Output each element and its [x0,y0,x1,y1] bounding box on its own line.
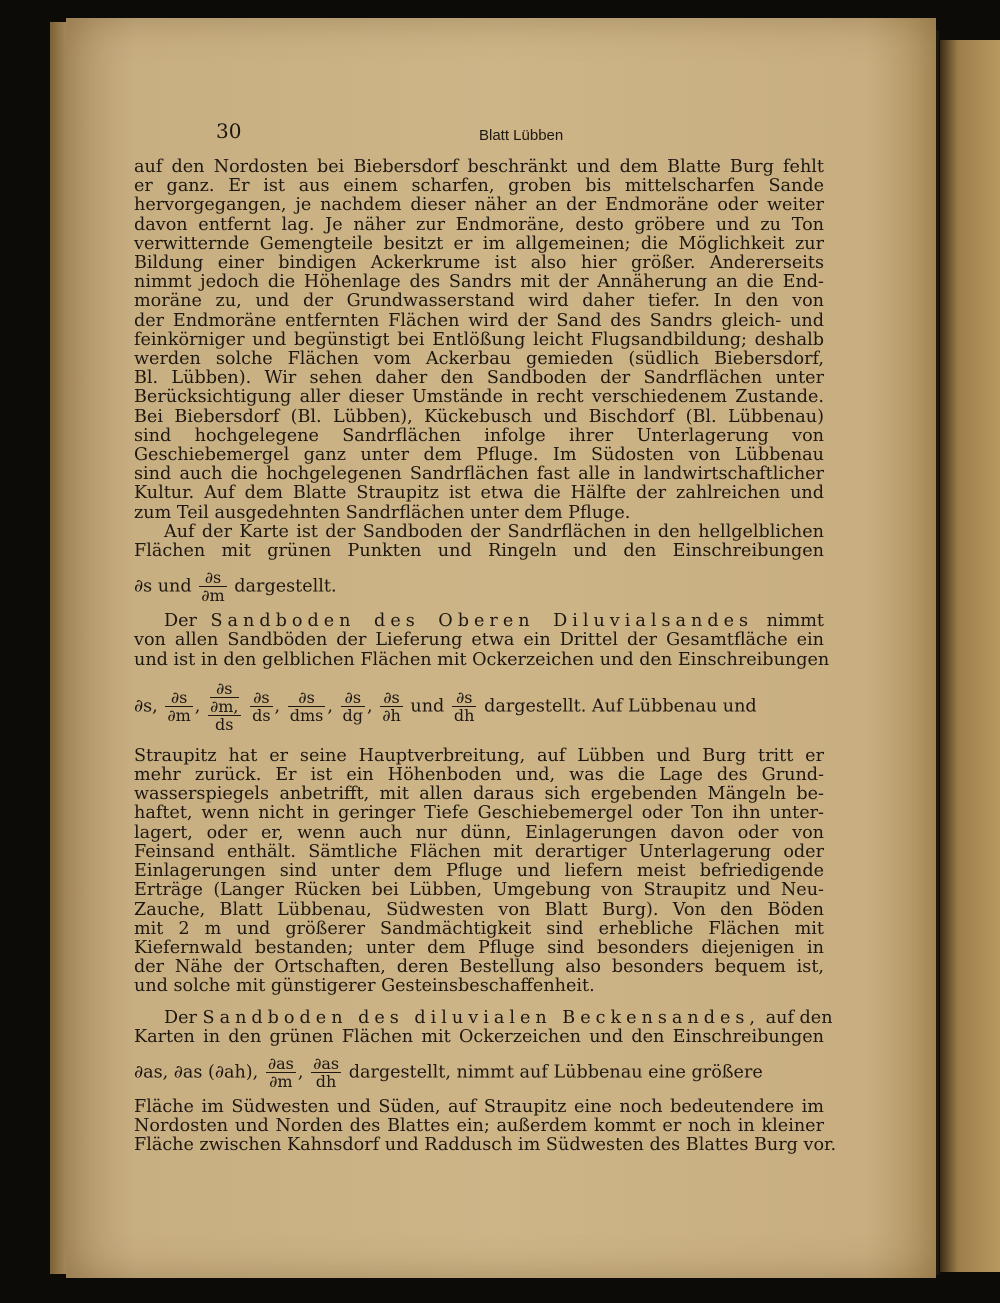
text-line: er ganz. Er ist aus einem scharfen, groben bis mittelscharfen Sande [134,176,824,197]
text-line: der Nähe der Ortschaften, deren Bestellung also besonders bequem ist, [134,957,824,978]
text-line: Fläche im Südwesten und Süden, auf Straupitz eine noch bedeutendere im [134,1096,824,1117]
text-line: Einlagerungen sind unter dem Pfluge und liefern meist befriedigende [134,861,824,882]
fraction-numerator: ∂s [380,689,403,707]
fraction-denominator: ds [215,714,234,734]
fraction-denominator: dms [289,705,324,725]
formula-lead: ∂s und [134,576,192,597]
fraction [266,1055,296,1090]
running-header [134,118,824,158]
formula-lead: ∂as, ∂as (∂ah), [134,1062,259,1083]
text-line: hervorgegangen, je nachdem dieser näher an der Endmoräne oder weiter [134,195,824,216]
text-line: mit 2 m und größerer Sandmächtigkeit sind erhebliche Flächen mit [134,918,824,939]
lead-word: Der [164,1007,197,1028]
text-line: Nordosten und Norden des Blattes ein; außerdem kommt er noch in kleiner [134,1116,824,1137]
fraction [341,689,365,724]
text-line: verwitternde Gemengteile besitzt er im allgemeinen; die Möglichkeit zur [134,233,824,254]
formula-line: ∂as, ∂as (∂ah), $\frac{\partial as}{\partial m}$ , $\frac{\partial as}{dh}$ dargestellt, nimmt auf Lübbenau eine größere [134,1053,763,1091]
text-line [134,1007,833,1028]
text-line: Auf der Karte ist der Sandboden der Sandrflächen in den hellgelblichen [164,521,824,542]
nested-mid: ∂m, [209,696,239,716]
fraction-denominator: dh [315,1071,337,1091]
facing-page-edge [940,40,1000,1272]
text-line: moräne zu, und der Grundwasserstand wird daher tiefer. In den von [134,291,824,312]
text-line: Kiefernwald bestanden; unter dem Pfluge sind besonders diejenigen in [134,937,824,958]
fraction-numerator [208,680,241,716]
spaced-term: Sandboden des Oberen Diluvialsandes [210,611,754,632]
text-line: lagert, oder er, wenn auch nur dünn, Einlagerungen davon oder von [134,822,824,843]
fraction [199,569,226,604]
formula-lead: ∂s, [134,696,158,717]
fraction-denominator: ∂m [201,586,225,606]
text-line: und solche mit günstigerer Gesteinsbeschaffenheit. [134,976,595,997]
fraction [452,689,477,724]
text-line: Feinsand enthält. Sämtliche Flächen mit derartiger Unterlagerung oder [134,841,824,862]
text-line: Erträge (Langer Rücken bei Lübben, Umgebung von Straupitz und Neu- [134,880,824,901]
fraction-numerator: ∂as [267,1053,294,1073]
text-line: Karten in den grünen Flächen mit Ockerzeichen und den Einschreibungen [134,1026,824,1047]
nested-top: ∂s [210,680,239,698]
fraction [311,1055,341,1090]
text-line: wasserspiegels anbetrifft, mit allen daraus sich ergebenden Mängeln be- [134,784,824,805]
formula-und: und [410,696,445,717]
paragraph-sandr [134,158,824,523]
fraction-nested [208,680,241,733]
lead-word: Der [164,611,197,632]
text-line [134,612,824,631]
text-line: Berücksichtigung aller dieser Umstände in recht verschiedenem Zustande. [134,387,824,408]
page-number: 30 [216,119,242,143]
text-line: auf den Nordosten bei Biebersdorf beschränkt und dem Blatte Burg fehlt [134,157,824,177]
fraction-denominator: ∂h [382,705,401,725]
fraction-denominator: ∂m [167,705,191,725]
text-line: der Endmoräne entfernten Flächen wird der Sand des Sandrs gleich- und [134,310,824,331]
fraction-denominator: ds [252,705,271,725]
text-line: Bildung einer bindigen Ackerkrume ist also hier größer. Andererseits [134,253,824,274]
text-line: davon entfernt lag. Je näher zur Endmoräne, desto gröbere und zu Ton [134,214,824,235]
fraction-numerator: ∂s [288,689,326,707]
spaced-term: Sandboden des diluvialen Beckensandes, [202,1007,761,1028]
text-line: mehr zurück. Er ist ein Höhenboden und, was die Lage des Grund- [134,765,824,786]
fraction-numerator: ∂s [452,689,477,707]
text-line: werden solche Flächen vom Ackerbau gemieden (südlich Biebersdorf, [134,349,824,370]
nested-inner [210,680,239,715]
text-line: Flächen mit grünen Punkten und Ringeln und den Einschreibungen [134,541,824,562]
fraction-denominator: dg [342,705,364,725]
text-line: feinkörniger und begünstigt bei Entlößung leicht Flugsandbildung; deshalb [134,329,824,350]
fraction-denominator: dh [453,705,475,725]
paragraph-map-legend [134,523,824,604]
formula-line [134,569,824,604]
text-line: sind auch die hochgelegenen Sandrflächen fast alle in landwirtschaftlicher [134,464,824,485]
text-line: und ist in den gelblichen Flächen mit Ockerzeichen und den Einschreibungen [134,649,830,670]
running-title: Blatt Lübben [479,127,564,144]
text-line: Fläche zwischen Kahnsdorf und Raddusch im Südwesten des Blattes Burg vor. [134,1135,837,1156]
text-line: zum Teil ausgedehnten Sandrflächen unter dem Pfluge. [134,502,631,523]
book-spine [936,30,939,1275]
line-tail: nimmt [766,611,825,632]
fraction-numerator: ∂s [199,569,226,587]
text-line: sind hochgelegene Sandrflächen infolge ihrer Unterlagerung von [134,425,824,446]
fraction-numerator: ∂s [250,689,272,707]
text-line: von allen Sandböden der Lieferung etwa ein Drittel der Gesamtfläche ein [134,630,824,651]
fraction-numerator: ∂s [341,689,365,707]
text-line: Bei Biebersdorf (Bl. Lübben), Kückebusch und Bischdorf (Bl. Lübbenau) [134,406,824,427]
paragraph-beckensand [134,1007,837,1156]
text-line: haftet, wenn nicht in geringer Tiefe Geschiebemergel oder Ton ihn unter- [134,803,824,824]
text-line: Bl. Lübben). Wir sehen daher den Sandboden der Sandrflächen unter [134,368,824,389]
fraction [380,689,403,724]
page-text [134,118,837,1156]
text-line: Straupitz hat er seine Hauptverbreitung, auf Lübben und Burg tritt er [134,745,824,766]
fraction [250,689,272,724]
fraction-numerator: ∂as [313,1053,340,1073]
formula-line: ∂s, $\frac{\partial s}{\partial m}$ , $\frac{\frac{\partial s}{\partial m,}}{ds}$ $\frac{\partial s}{ds}$ , $\frac{\partial s}{\text{dms}}$ , $\frac{\partial s}{dg}$ , $\frac{\partial s}{\partial h}$ und $\frac{\partial s}{dh}$ dargestellt. Auf Lübbenau und [134,678,757,734]
line-tail: auf den [765,1007,833,1028]
text-line: Zauche, Blatt Lübbenau, Südwesten von Blatt Burg). Von den Böden [134,899,824,920]
formula-tail: dargestellt. [234,576,337,597]
formula-tail: dargestellt. Auf Lübbenau und [484,696,757,717]
text-line: Kultur. Auf dem Blatte Straupitz ist etwa die Hälfte der zahlreichen und [134,483,824,504]
fraction-denominator: ∂m [269,1071,293,1091]
text-line: nimmt jedoch die Höhenlage des Sandrs mit der Annäherung an die End- [134,272,824,293]
paragraph-oberer-diluvialsand [134,611,830,997]
text-line: Geschiebemergel ganz unter dem Pfluge. Im Südosten von Lübbenau [134,445,824,466]
fraction [165,689,192,724]
formula-tail: dargestellt, nimmt auf Lübbenau eine größere [348,1062,763,1083]
fraction [288,689,326,724]
fraction-numerator: ∂s [165,689,192,707]
